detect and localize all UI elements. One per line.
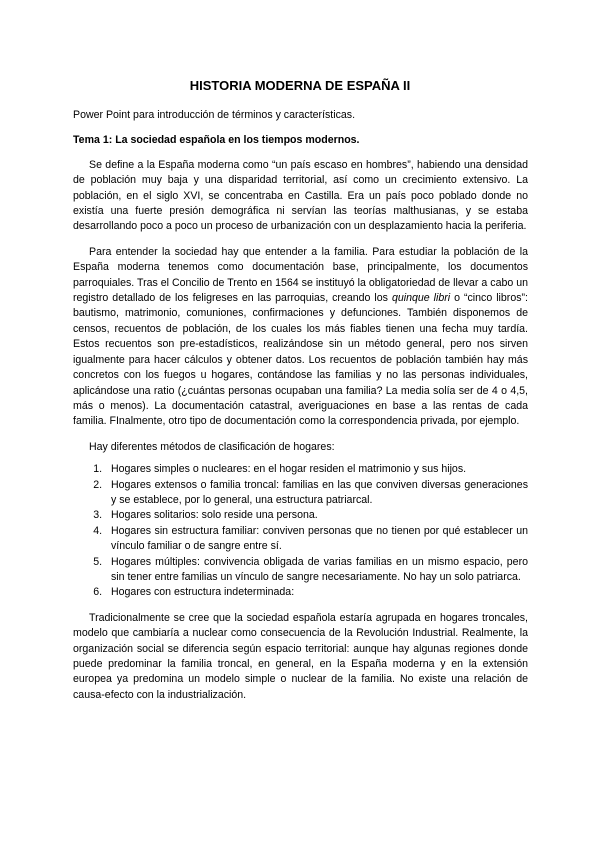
list-item: 4. Hogares sin estructura familiar: conviven personas que no tienen por qué establecer un vínculo familiar o de sangre entre sí. bbox=[105, 524, 528, 555]
document-title: HISTORIA MODERNA DE ESPAÑA II bbox=[189, 78, 411, 93]
list-item: 1. Hogares simples o nucleares: en el hogar residen el matrimonio y sus hijos. bbox=[105, 462, 528, 477]
quinque-libri-term: quinque libri bbox=[391, 292, 451, 305]
paragraph-sources-text-end: o “cinco libros”: bautismo, matrimonio, comuniones, confirmaciones y defunciones. También disponemos de censos, recuentos de población, de los cuales los más fiables tienen una fecha muy tardía. Estos recuentos son pre-estadísticos, realizándose sin un método general, pero nos sirven igualmente para hacer cálculos y obtener datos. Los recuentos de población también hay más concretos con los fuegos u hogares, contándose las familias y no las personas individuales, aplicándose una ratio (¿cuántas personas ocupaban una familia? La media solía ser de 4 o 4,5, más o menos). La documentación catastral, averiguaciones en base a las rentas de cada familia. FInalmente, otro tipo de documentación como la correspondencia privada, por ejemplo. bbox=[73, 292, 528, 428]
list-item: 2. Hogares extensos o familia troncal: familias en las que conviven diversas generaciones y se establece, por lo general, una estructura patriarcal. bbox=[105, 478, 528, 509]
list-item: 6. Hogares con estructura indeterminada: bbox=[105, 585, 528, 600]
list-item: 5. Hogares múltiples: convivencia obligada de varias familias en un mismo espacio, pero sin tener entre familias un vínculo de sangre necesariamente. No hay un solo patriarca. bbox=[105, 555, 528, 586]
section-heading: Tema 1: La sociedad española en los tiempos modernos. bbox=[73, 134, 360, 147]
paragraph-conclusion: Tradicionalmente se cree que la sociedad española estaría agrupada en hogares troncales, modelo que cambiaría a nuclear como consecuencia de la Revolución Industrial. Realmente, la organización social se diferencia según espacio territorial: aunque hay algunas regiones donde puede predominar la familia troncal, en general, en la España moderna y en la extensión europea ya predomina un modelo simple o nuclear de la familia. No existe una relación de causa-efecto con la industrialización. bbox=[73, 611, 528, 701]
paragraph-sources bbox=[73, 245, 528, 430]
household-list-intro: Hay diferentes métodos de clasificación de hogares: bbox=[89, 440, 335, 453]
document-body bbox=[73, 108, 528, 713]
list-item: 3. Hogares solitarios: solo reside una persona. bbox=[105, 508, 528, 523]
paragraph-sources-text-start: Para entender la sociedad hay que entender a la familia. Para estudiar la población de la España moderna tenemos como documentación base, principalmente, los documentos parroquiales. Tras el Concilio de Trento en 1564 se instituyó la obligatoriedad de llevar a cabo un registro detallado de los feligreses en las parroquias, creando los bbox=[73, 245, 528, 305]
household-types-list bbox=[73, 462, 528, 601]
intro-line: Power Point para introducción de términos y características. bbox=[73, 109, 356, 121]
paragraph-demography: Se define a la España moderna como “un país escaso en hombres”, habiendo una densidad de población muy baja y una disparidad territorial, así como un crecimiento extensivo. La población, en el siglo XVI, se concentraba en Castilla. Era un país poco poblado donde no existía una fuerte presión demográfica ni servían las teorías malthusianas, y se estaba desarrollando poco a poco un proceso de urbanización con un desplazamiento hacia la periferia. bbox=[73, 158, 528, 233]
